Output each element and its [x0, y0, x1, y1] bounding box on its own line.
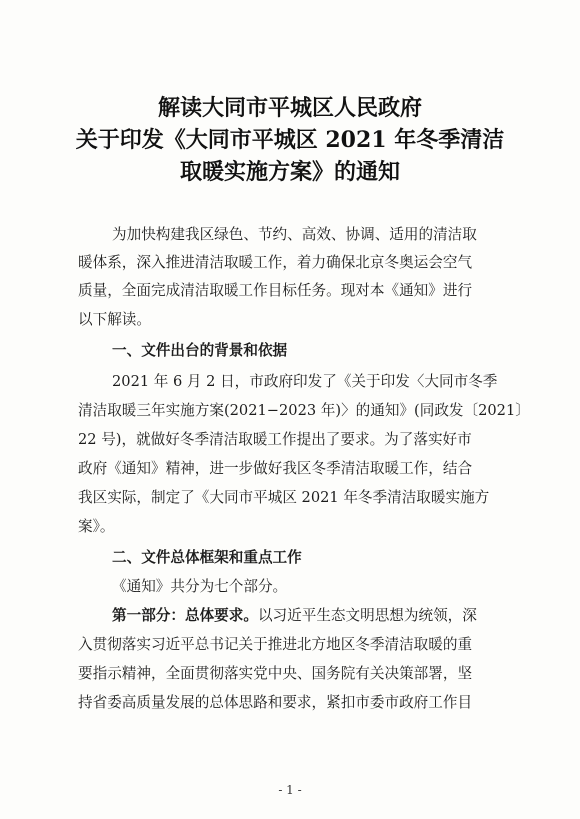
section-1-paragraph-line: 案》。 — [78, 518, 115, 535]
part-1-paragraph-line: 持省委高质量发展的总体思路和要求，紧扣市委市政府工作目 — [78, 694, 473, 711]
intro-paragraph-line: 以下解读。 — [78, 311, 151, 328]
intro-paragraph-line: 质量，全面完成清洁取暖工作目标任务。现对本《通知》进行 — [78, 282, 473, 299]
document-title-line-1: 解读大同市平城区人民政府 — [157, 95, 422, 121]
intro-paragraph-line: 为加快构建我区绿色、节约、高效、协调、适用的清洁取 — [112, 226, 477, 243]
part-1-paragraph-line — [112, 606, 477, 626]
section-1-paragraph-line: 2021 年 6 月 2 日，市政府印发了《关于印发〈大同市冬季 — [112, 373, 498, 390]
section-1-paragraph-line: 政府《通知》精神，进一步做好我区冬季清洁取暖工作，结合 — [78, 460, 473, 477]
section-1-paragraph-line: 我区实际，制定了《大同市平城区 2021 年冬季清洁取暖实施方 — [78, 489, 490, 506]
document-title-line-2: 关于印发《大同市平城区 2021 年冬季清洁 — [75, 127, 505, 153]
part-1-label: 第一部分：总体要求。 — [112, 607, 258, 624]
section-1-heading: 一、文件出台的背景和依据 — [112, 342, 288, 359]
section-2-summary: 《通知》共分为七个部分。 — [112, 578, 288, 595]
document-title-line-3: 取暖实施方案》的通知 — [179, 159, 400, 185]
intro-paragraph-line: 暖体系，深入推进清洁取暖工作，着力确保北京冬奥运会空气 — [78, 254, 473, 271]
part-1-text: 以习近平生态文明思想为统领，深 — [257, 607, 477, 624]
section-2-heading: 二、文件总体框架和重点工作 — [112, 549, 302, 566]
page-number: - 1 - — [278, 783, 302, 797]
part-1-paragraph-line: 入贯彻落实习近平总书记关于推进北方地区冬季清洁取暖的重 — [78, 636, 473, 653]
section-1-paragraph-line: 22 号)，就做好冬季清洁取暖工作提出了要求。为了落实好市 — [78, 431, 472, 448]
section-1-paragraph-line: 清洁取暖三年实施方案(2021−2023 年)〉的通知》(同政发〔2021〕 — [78, 402, 530, 419]
part-1-paragraph-line: 要指示精神，全面贯彻落实党中央、国务院有关决策部署，坚 — [78, 665, 473, 682]
